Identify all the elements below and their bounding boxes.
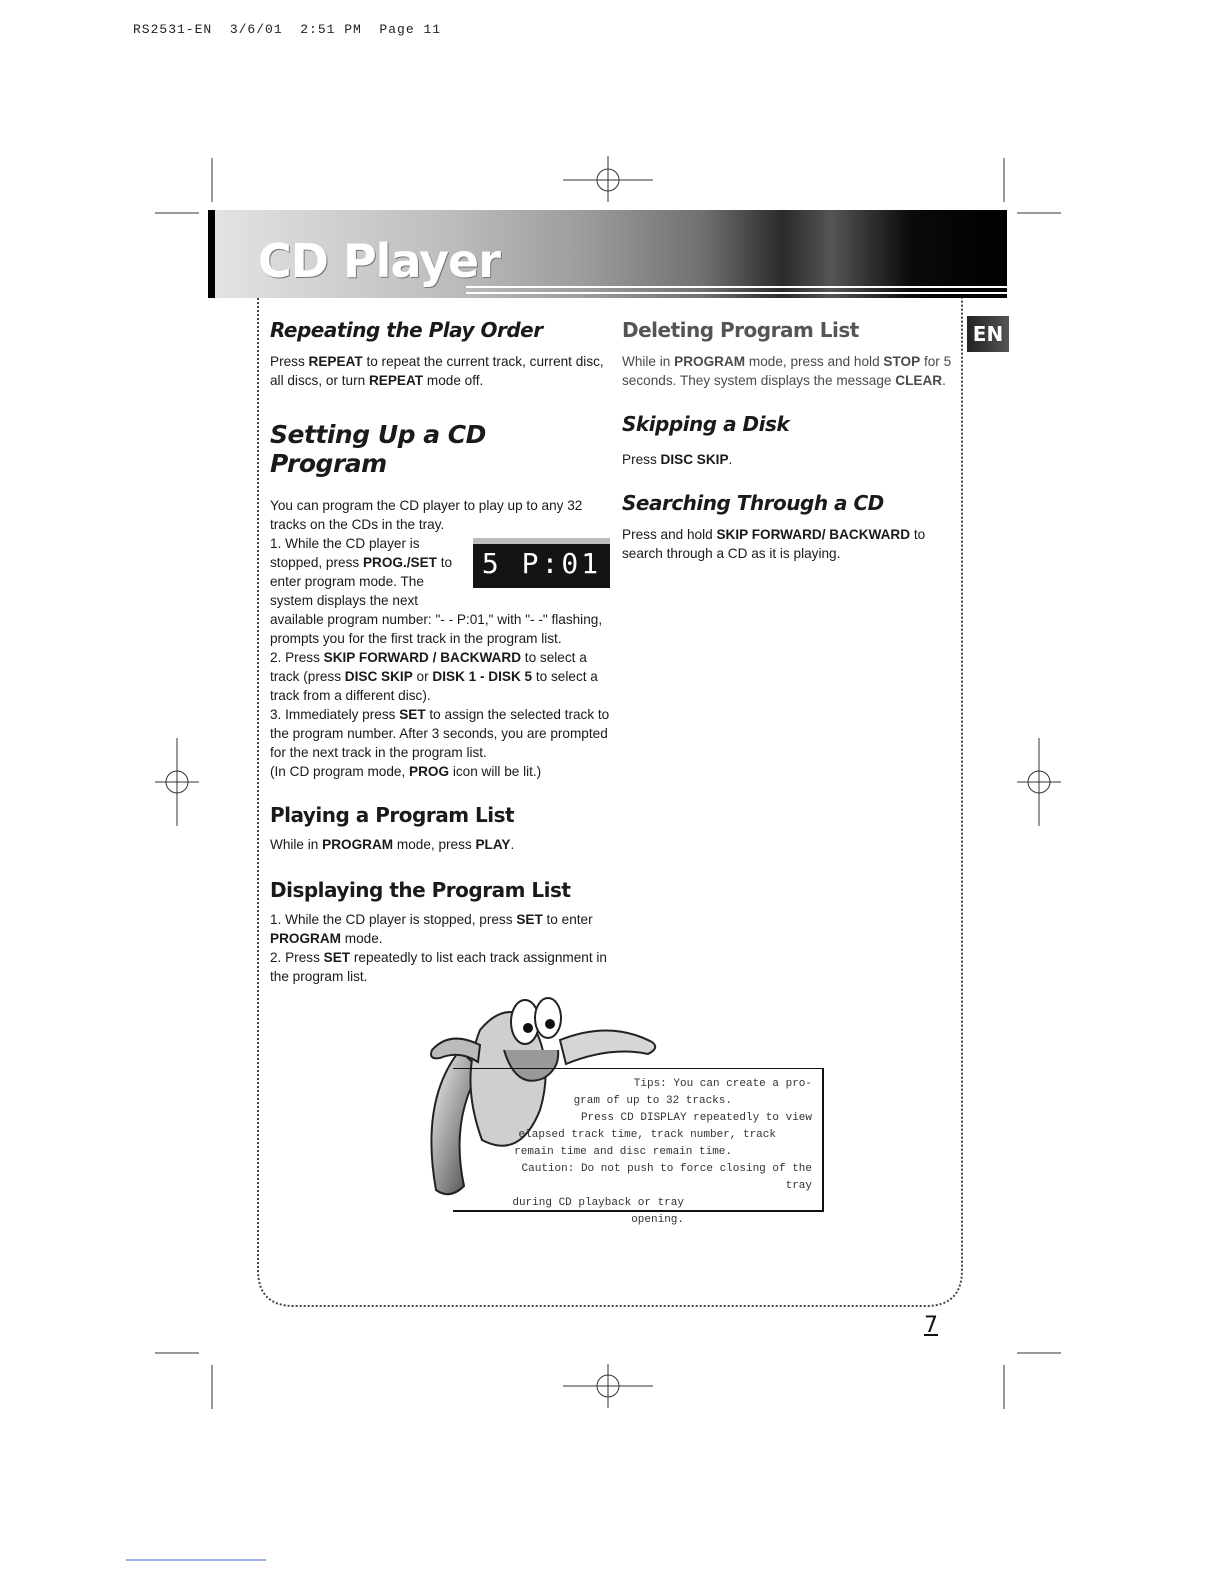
language-badge: EN [967, 316, 1009, 352]
banner-left-bar [208, 210, 215, 298]
displaying-step-1: 1. While the CD player is stopped, press SET to enter PROGRAM mode. [270, 912, 593, 946]
tips-line: gram of up to 32 tracks. [573, 1095, 732, 1107]
page-number: 7 [924, 1313, 938, 1338]
searching-paragraph: Press and hold SKIP FORWARD/ BACKWARD to search through a CD as it is playing. [622, 527, 926, 561]
lcd-display: 5 P:01 [473, 538, 610, 588]
tips-line: Press CD DISPLAY repeatedly to view [580, 1112, 812, 1124]
displaying-heading: Displaying the Program List [270, 878, 571, 902]
skipping-heading: Skipping a Disk [622, 412, 790, 436]
tips-line: remain time and disc remain time. [514, 1146, 732, 1158]
right-column [622, 318, 957, 563]
setup-intro: You can program the CD player to play up to any 32 tracks on the CDs in the tray. [270, 498, 583, 532]
setup-note: (In CD program mode, PROG icon will be lit.) [270, 764, 542, 779]
section-banner [208, 210, 1007, 298]
repeat-paragraph: Press REPEAT to repeat the current track, current disc, all discs, or turn REPEAT mode off. [270, 354, 604, 388]
left-column [270, 318, 610, 986]
setup-step-1: 1. While the CD player is stopped, press PROG./SET to enter program mode. The system displays the next available program number: "- - P:01," with "- -" flashing, prompts you for the first track in the program list. [270, 536, 603, 646]
tips-line: Tips: You can create a pro- [633, 1078, 812, 1090]
deleting-heading: Deleting Program List [622, 318, 859, 342]
playing-heading: Playing a Program List [270, 803, 515, 827]
setup-heading: Setting Up a CD Program [270, 420, 486, 478]
tips-line: during CD playback or tray opening. [512, 1197, 684, 1226]
searching-heading: Searching Through a CD [622, 491, 884, 515]
skipping-paragraph: Press DISC SKIP. [622, 452, 733, 467]
displaying-step-2: 2. Press SET repeatedly to list each track assignment in the program list. [270, 950, 607, 984]
deleting-paragraph: While in PROGRAM mode, press and hold STOP for 5 seconds. They system displays the message CLEAR. [622, 354, 952, 388]
setup-step-3: 3. Immediately press SET to assign the selected track to the program number. After 3 seconds, you are prompted for the next track in the program list. [270, 707, 610, 760]
print-header: RS2531-EN 3/6/01 2:51 PM Page 11 [133, 22, 442, 37]
setup-step-2: 2. Press SKIP FORWARD / BACKWARD to select a track (press DISC SKIP or DISK 1 - DISK 5 to select a track from a different disc). [270, 650, 598, 703]
banner-rule [466, 286, 1007, 288]
tips-line: elapsed track time, track number, track [518, 1129, 776, 1141]
banner-title: CD Player [258, 234, 500, 288]
banner-rule [466, 292, 1007, 294]
tips-text [490, 1076, 812, 1229]
repeat-heading: Repeating the Play Order [270, 318, 543, 342]
playing-paragraph: While in PROGRAM mode, press PLAY. [270, 837, 515, 852]
tips-line: Caution: Do not push to force closing of the tray [521, 1163, 812, 1192]
